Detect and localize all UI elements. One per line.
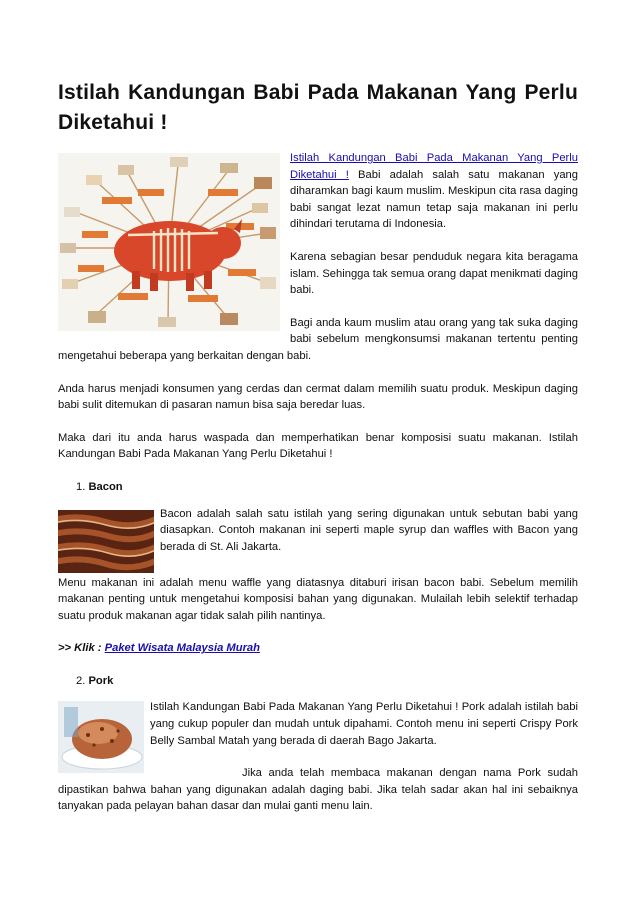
document-page (58, 78, 578, 815)
intro-link[interactable]: Istilah Kandungan Babi Pada Makanan Yang Perlu Diketahui ! (290, 152, 578, 181)
list-number: 2. (76, 674, 86, 687)
list-item-bacon (76, 479, 578, 496)
list-heading-pork: Pork (88, 674, 114, 687)
bacon-menu-paragraph: Menu makanan ini adalah menu waffle yang diatasnya ditaburi irisan bacon babi. Sebelum memilih makanan penting untuk mengetahui komposisi bahan yang digunakan. Mulailah lebih selektif terhadap suatu produk makanan agar tidak salah pilih nantinya. (58, 576, 578, 622)
pork-menu-paragraph: Jika anda telah membaca makanan dengan nama Pork sudah dipastikan bahwa bahan yang digunakan adalah daging babi. Jika telah sadar akan hal ini sebaiknya tanyakan pada pelayan bahan dasar dan mulai ganti menu lain. (58, 767, 578, 813)
list-item-pork (76, 673, 578, 690)
intro-paragraph-2: Karena sebagian besar penduduk negara kita beragama islam. Sehingga tak semua orang dapat menikmati daging babi. (290, 250, 578, 297)
intro-paragraph-1: Istilah Kandungan Babi Pada Makanan Yang Perlu Diketahui ! Babi adalah salah satu makanan yang diharamkan bagi kaum muslim. Meskipun cita rasa daging babi sangat lezat namun tetap saja makanan ini perlu dihindari terutama di Indonesia. (290, 152, 578, 231)
pork-description: Istilah Kandungan Babi Pada Makanan Yang Perlu Diketahui ! Pork adalah istilah babi yang cukup populer dan mudah untuk dipahami. Contoh menu ini seperti Crispy Pork Belly Sambal Matah yang berada di daerah Bago Jakarta. (150, 701, 578, 747)
intro-paragraph-3: Bagi anda kaum muslim atau orang yang tak suka daging babi sebelum mengkonsumsi makanan tertentu penting mengetahui beberapa yang berkaitan dengan babi. (58, 316, 578, 362)
list-heading-bacon: Bacon (88, 480, 123, 493)
pork-photo (58, 701, 144, 773)
paragraph-consumer: Anda harus menjadi konsumen yang cerdas dan cermat dalam memilih suatu produk. Meskipun daging babi sulit ditemukan di pasaran namun bisa saja beredar luas. (58, 382, 578, 412)
klik-line: >> Klik : Paket Wisata Malaysia Murah (58, 642, 260, 655)
list-number: 1. (76, 480, 86, 493)
bacon-description: Bacon adalah salah satu istilah yang sering digunakan untuk sebutan babi yang diasapkan. Contoh makanan ini seperti maple syrup dan waffles with Bacon yang berada di St. Ali Jakarta. (160, 507, 578, 553)
bacon-photo (58, 510, 154, 573)
paket-wisata-link[interactable]: Paket Wisata Malaysia Murah (104, 642, 260, 655)
paragraph-composition: Maka dari itu anda harus waspada dan memperhatikan benar komposisi suatu makanan. Istilah Kandungan Babi Pada Makanan Yang Perlu Diketahui ! (58, 431, 578, 461)
pig-products-diagram (58, 153, 280, 331)
page-title: Istilah Kandungan Babi Pada Makanan Yang Perlu Diketahui ! (58, 81, 578, 134)
